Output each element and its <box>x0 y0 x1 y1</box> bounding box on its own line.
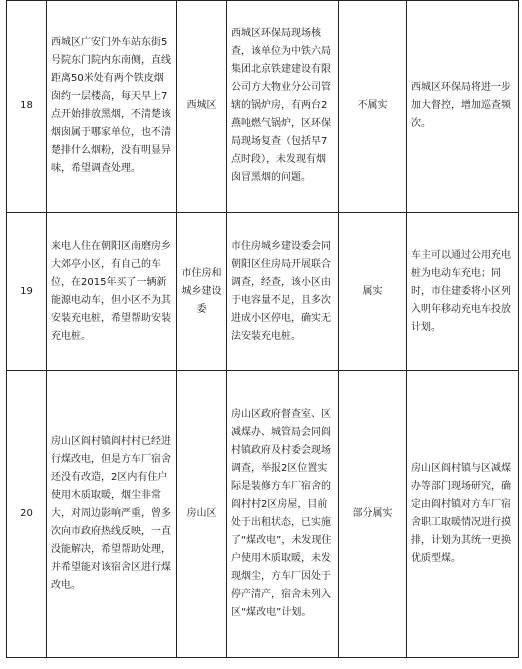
unit-cell: 市住房和城乡建设委 <box>177 213 227 371</box>
problem-cell: 西城区广安门外车站东街5号院东门院内东南侧，直线距离50米处有两个铁皮烟囱约一层楼高，每天早上7点开始排放黑烟，不清楚该烟囱属于哪家单位，也不清楚排什么烟粉，没有明显异味，希望调查处理。 <box>47 1 177 213</box>
table-row <box>7 213 519 371</box>
unit-cell: 房山区 <box>177 371 227 658</box>
problem-cell: 房山区阎村镇阎村村已经进行煤改电，但是方车厂宿舍还没有改造，2区内有住户使用木质取暖，烟尘非常大，对周边影响严重，曾多次向市政府热线反映，一直没能解决，希望帮助处理，并希望能对该宿舍区进行煤改电。 <box>47 371 177 658</box>
verification-cell: 房山区政府督查室、区减煤办、城管局会同阎村镇政府及村委会现场调查，举报2区位置实际是装修方车厂宿舍的阎村村2区房屋，目前处于出租状态，已实施了“煤改电”，未发现住户使用木质取暖，未发现烟尘，方车厂因处于停产清产，宿舍未列入区“煤改电”计划。 <box>227 371 339 658</box>
result-cell: 西城区环保局将进一步加大督控，增加巡查频次。 <box>407 1 519 213</box>
row-number: 18 <box>7 1 47 213</box>
result-cell: 车主可以通过公用充电桩为电动车充电；同时，市住建委将小区列入明年移动充电车投放计划。 <box>407 213 519 371</box>
problem-cell: 来电人住在朝阳区南磨房乡大郊亭小区，有自己的车位，在2015年买了一辆新能源电动车，但小区不为其安装充电桩，希望帮助安装充电桩。 <box>47 213 177 371</box>
status-cell: 属实 <box>339 213 407 371</box>
verification-cell: 西城区环保局现场核查，该单位为中铁六局集团北京铁建建设有限公司方大物业分公司管辖的锅炉房，有两台2燕吨燃气锅炉，区环保局现场复查（包括早7点时段），未发现有烟囱冒黑烟的问题。 <box>227 1 339 213</box>
status-cell: 不属实 <box>339 1 407 213</box>
complaint-table <box>6 0 519 658</box>
row-number: 20 <box>7 371 47 658</box>
verification-cell: 市住房城乡建设委会同朝阳区住房局开展联合调查，经查，该小区由于电容量不足，且多次进成小区停电，确实无法安装充电桩。 <box>227 213 339 371</box>
row-number: 19 <box>7 213 47 371</box>
table-row <box>7 371 519 658</box>
status-cell: 部分属实 <box>339 371 407 658</box>
table-row <box>7 1 519 213</box>
unit-cell: 西城区 <box>177 1 227 213</box>
result-cell: 房山区阎村镇与区减煤办等部门现场研究，确定由阎村镇对方车厂宿舍职工取暖情况进行摸排，计划为其统一更换优质型煤。 <box>407 371 519 658</box>
